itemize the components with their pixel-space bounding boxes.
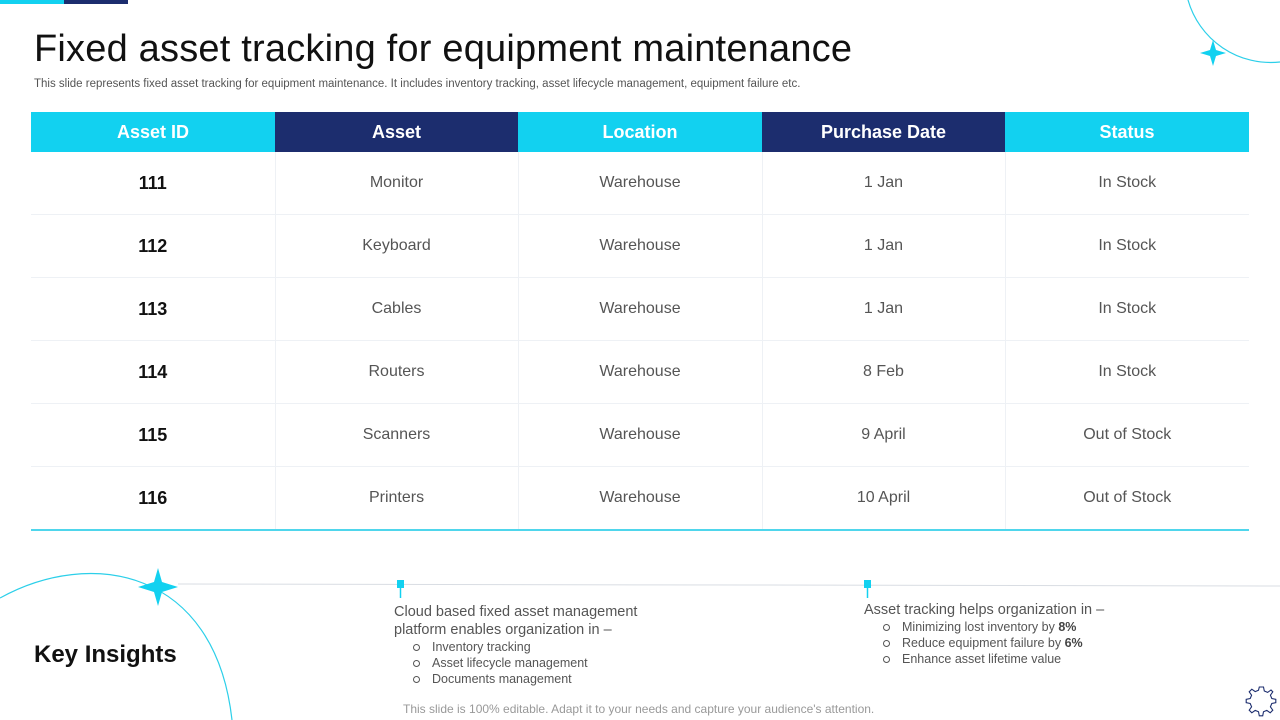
gear-icon <box>1244 684 1278 718</box>
insight-right-list <box>864 619 1164 667</box>
table-row <box>31 215 1249 278</box>
cell-status: In Stock <box>1005 341 1249 404</box>
list-item-text: Reduce equipment failure by <box>902 636 1065 650</box>
insight-right-lead: Asset tracking helps organization in – <box>864 602 1105 618</box>
table-header-row <box>31 112 1249 152</box>
asset-table <box>31 112 1249 531</box>
cell-asset-id: 116 <box>31 467 275 531</box>
cell-asset-id: 111 <box>31 152 275 215</box>
header-asset: Asset <box>275 112 518 152</box>
list-item: Asset lifecycle management <box>394 655 664 671</box>
list-item-value: 8% <box>1058 620 1077 634</box>
sparkle-icon <box>138 568 178 606</box>
cell-status: Out of Stock <box>1005 467 1249 531</box>
table-row <box>31 152 1249 215</box>
cell-asset: Keyboard <box>275 215 518 278</box>
cell-purchase-date: 1 Jan <box>762 215 1005 278</box>
list-item-text: Enhance asset lifetime value <box>902 652 1062 666</box>
cell-asset: Scanners <box>275 404 518 467</box>
table-row <box>31 467 1249 531</box>
cell-purchase-date: 9 April <box>762 404 1005 467</box>
cell-asset: Cables <box>275 278 518 341</box>
list-item <box>864 619 1164 635</box>
cell-location: Warehouse <box>518 215 762 278</box>
cell-asset-id: 113 <box>31 278 275 341</box>
list-item: Documents management <box>394 671 664 687</box>
cell-location: Warehouse <box>518 341 762 404</box>
cell-status: Out of Stock <box>1005 404 1249 467</box>
cell-location: Warehouse <box>518 467 762 531</box>
cell-purchase-date: 1 Jan <box>762 278 1005 341</box>
table-row <box>31 278 1249 341</box>
cell-status: In Stock <box>1005 215 1249 278</box>
cell-status: In Stock <box>1005 152 1249 215</box>
sparkle-icon <box>1200 40 1226 66</box>
cell-status: In Stock <box>1005 278 1249 341</box>
marker-right <box>864 580 871 598</box>
header-purchase-date: Purchase Date <box>762 112 1005 152</box>
insight-left-list <box>394 639 664 687</box>
list-item <box>864 635 1164 651</box>
table-row <box>31 404 1249 467</box>
list-item-text: Minimizing lost inventory by <box>902 620 1059 634</box>
cell-asset: Monitor <box>275 152 518 215</box>
footer-note: This slide is 100% editable. Adapt it to your needs and capture your audience's attention. <box>403 702 875 716</box>
header-status: Status <box>1005 112 1249 152</box>
cell-asset: Routers <box>275 341 518 404</box>
cell-location: Warehouse <box>518 278 762 341</box>
header-location: Location <box>518 112 762 152</box>
cell-location: Warehouse <box>518 152 762 215</box>
list-item <box>864 651 1164 667</box>
cell-location: Warehouse <box>518 404 762 467</box>
insight-left-lead: Cloud based fixed asset management platform enables organization in – <box>394 604 638 638</box>
list-item-value: 6% <box>1064 636 1083 650</box>
key-insights-heading: Key Insights <box>34 641 177 668</box>
page-title: Fixed asset tracking for equipment maintenance <box>34 28 853 70</box>
page-subtitle: This slide represents fixed asset tracking for equipment maintenance. It includes inventory tracking, asset lifecycle management, equipment failure etc. <box>34 78 801 90</box>
insight-right <box>864 601 1164 667</box>
list-item: Inventory tracking <box>394 639 664 655</box>
cell-purchase-date: 1 Jan <box>762 152 1005 215</box>
cell-purchase-date: 8 Feb <box>762 341 1005 404</box>
header-asset-id: Asset ID <box>31 112 275 152</box>
cell-asset-id: 112 <box>31 215 275 278</box>
marker-left <box>397 580 404 598</box>
cell-purchase-date: 10 April <box>762 467 1005 531</box>
table-row <box>31 341 1249 404</box>
insight-left <box>394 603 664 687</box>
cell-asset: Printers <box>275 467 518 531</box>
cell-asset-id: 115 <box>31 404 275 467</box>
cell-asset-id: 114 <box>31 341 275 404</box>
